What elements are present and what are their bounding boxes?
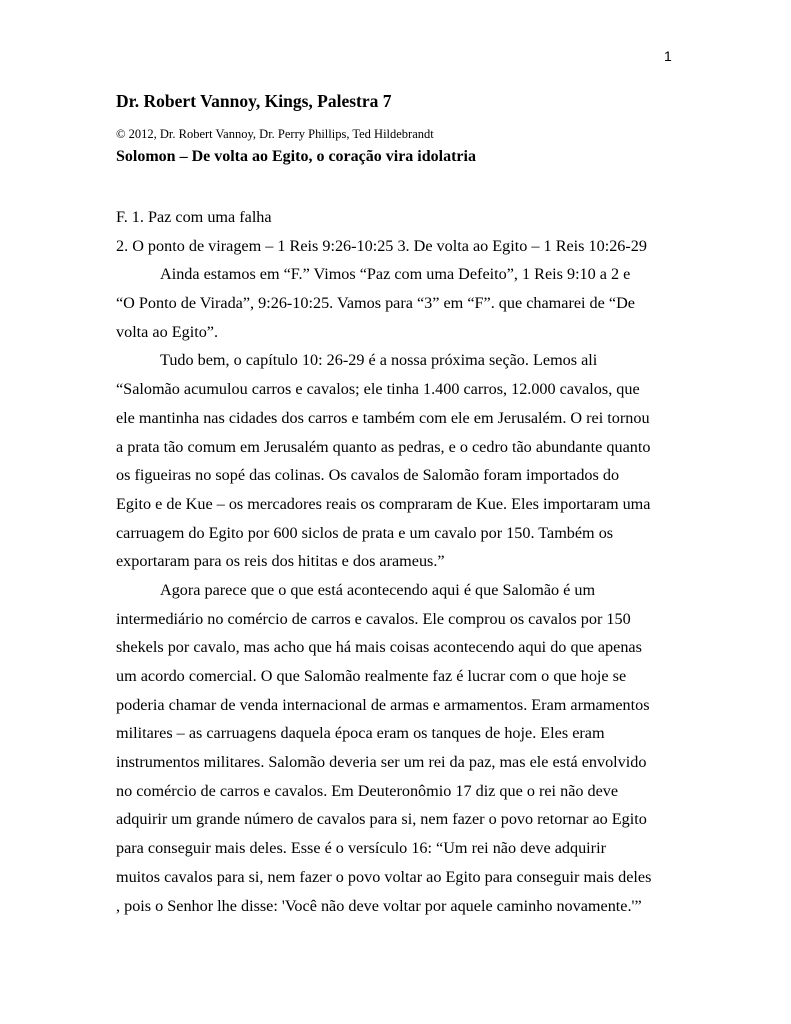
text-line: muitos cavalos para si, nem fazer o povo voltar ao Egito para conseguir mais deles [116,867,652,886]
text-line: militares – as carruagens daquela época eram os tanques de hoje. Eles eram [116,724,605,743]
text-line: a prata tão comum em Jerusalém quanto as pedras, e o cedro tão abundante quanto [116,437,651,456]
text-line: intermediário no comércio de carros e cavalos. Ele comprou os cavalos por 150 [116,609,631,628]
text-line: Egito e de Kue – os mercadores reais os compraram de Kue. Eles importaram uma [116,494,651,513]
text-line: um acordo comercial. O que Salomão realmente faz é lucrar com o que hoje se [116,667,627,685]
text-line: shekels por cavalo, mas acho que há mais coisas acontecendo aqui do que apenas [116,638,642,657]
text-line: instrumentos militares. Salomão deveria ser um rei da paz, mas ele está envolvido [116,753,647,772]
text-line: “O Ponto de Virada”, 9:26-10:25. Vamos para “3” em “F”. que chamarei de “De [116,294,635,313]
text-line: F. 1. Paz com uma falha [116,208,272,226]
text-line: Agora parece que o que está acontecendo aqui é que Salomão é um [160,580,596,599]
text-line: os figueiras no sopé das colinas. Os cavalos de Salomão foram importados do [116,466,620,485]
text-line: para conseguir mais deles. Esse é o versículo 16: “Um rei não deve adquirir [116,839,606,858]
document-title: Dr. Robert Vannoy, Kings, Palestra 7 [116,91,392,111]
text-line: volta ao Egito”. [116,322,219,341]
copyright-line: © 2012, Dr. Robert Vannoy, Dr. Perry Phillips, Ted Hildebrandt [116,127,434,141]
text-line: carruagem do Egito por 600 siclos de prata e um cavalo por 150. Também os [116,523,614,542]
text-line: , pois o Senhor lhe disse: 'Você não deve voltar por aquele caminho novamente.'” [116,896,642,915]
text-line: exportaram para os reis dos hititas e dos arameus.” [116,552,445,571]
text-line: poderia chamar de venda internacional de armas e armamentos. Eram armamentos [116,695,650,714]
text-line: ele mantinha nas cidades dos carros e também com ele em Jerusalém. O rei tornou [116,408,650,427]
text-line: 2. O ponto de viragem – 1 Reis 9:26-10:25 3. De volta ao Egito – 1 Reis 10:26-29 [116,236,647,255]
document-subtitle: Solomon – De volta ao Egito, o coração vira idolatria [116,148,476,165]
page-number: 1 [664,48,672,64]
text-line: Tudo bem, o capítulo 10: 26-29 é a nossa próxima seção. Lemos ali [160,351,598,370]
text-line: “Salomão acumulou carros e cavalos; ele tinha 1.400 carros, 12.000 cavalos, que [116,380,640,399]
text-line: no comércio de carros e cavalos. Em Deuteronômio 17 diz que o rei não deve [116,781,619,800]
text-line: Ainda estamos em “F.” Vimos “Paz com uma Defeito”, 1 Reis 9:10 a 2 e [160,265,631,284]
body-text [116,203,676,920]
text-line: adquirir um grande número de cavalos para si, nem fazer o povo retornar ao Egito [116,810,647,829]
